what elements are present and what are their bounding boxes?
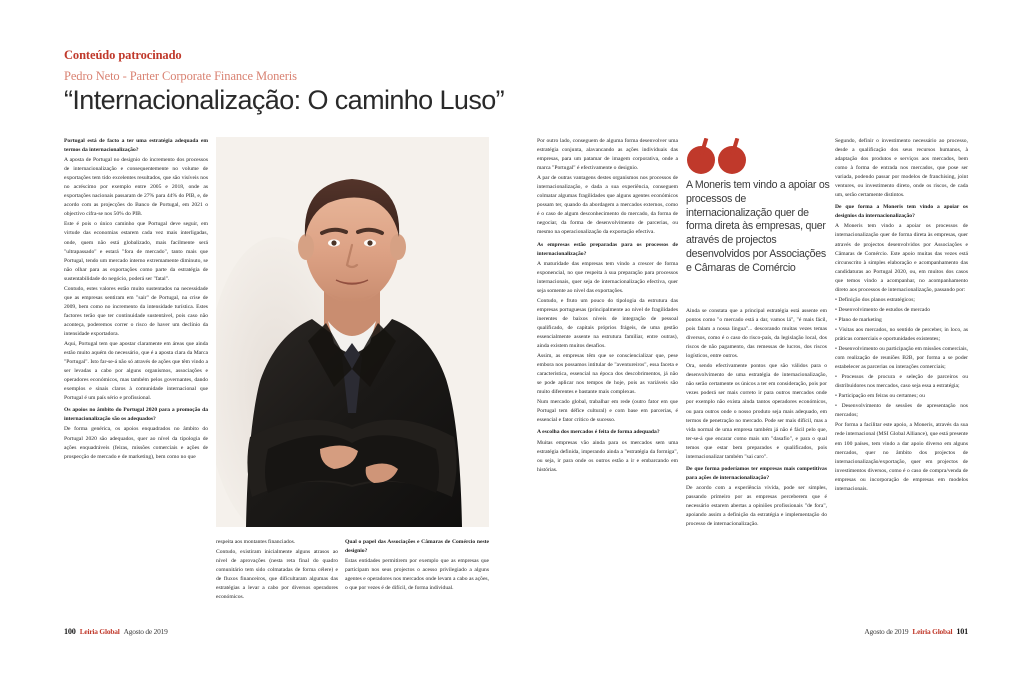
service-bullet: • Desenvolvimento de estudos de mercado bbox=[835, 306, 931, 313]
page-number-left: 100 bbox=[64, 627, 76, 636]
body-paragraph: De forma genérica, os apoios enquadrados no âmbito do Portugal 2020 são adequados, quer ao nível da tipologia de ações enquadráveis (feiras, missões comerciais e ações de prospecção de mercado e de marketing), bem como no que bbox=[64, 426, 208, 460]
interview-question: Os apoios no âmbito do Portugal 2020 para a promoção da internacionalização são os adequados? bbox=[64, 407, 208, 423]
service-bullet: • Definição dos planos estratégicos; bbox=[835, 296, 915, 303]
service-bullet: • Processos de procura e seleção de parceiros ou distribuidores nos mercados, caso seja essa a estratégia; bbox=[835, 374, 968, 390]
interview-question: A escolha dos mercados é feita de forma adequada? bbox=[537, 429, 660, 436]
body-paragraph: A aposta de Portugal no designio do incremento dos processos de internacionalização e consequentemente no volume de exportações tem tido excelentes resultados, que são visíveis nos no acréscimo por exemplo entre 2005 e 2018, onde as exportações nacionais passaram de 27% para 44% do PIB, e, de acordo com as projecções do Banco de Portugal, em 2021 o objectivo cifra-se nos 50% do PIB. bbox=[64, 157, 208, 218]
body-paragraph: Muitas empresas vão ainda para os mercados sem uma estratégia definida, imperando ainda a "estratégia da formiga", ou seja, ir para onde os outros estão a ir e embarcando em histórias. bbox=[537, 439, 678, 473]
interview-question: As empresas estão preparadas para os processos de internacionalização? bbox=[537, 241, 678, 257]
body-paragraph: Por forma a facilitar este apoio, a Moneris, através da sua rede internacional (MSI Global Alliance), que está presente em 100 países, tem vindo a dar apoio diverso em alguns mercados, quer no âmbito dos projectos de internacionalização/exportação, quer em projectos de investimentos diversos, como é o caso de compra/venda de empresas ou incorporação de empresas em modelos internacionais. bbox=[835, 422, 968, 492]
text-column-4 bbox=[686, 307, 827, 530]
quote-marks-icon bbox=[686, 138, 748, 174]
pedro-neto-portrait bbox=[216, 137, 489, 527]
service-bullet: • Participação em feiras ou certames; ou bbox=[835, 393, 925, 400]
body-paragraph: Contudo, existiram inicialmente alguns atrasos ao nível de aprovações (nesta reta final do quadro comunitário tem sido colmatadas de forma célere) e de fluxos financeiros, que dificultaram algumas das estratégias a levar a cabo por diversos operadores económicos. bbox=[216, 549, 338, 601]
body-paragraph: Num mercado global, trabalhar em rede (outro fator em que Portugal tem défice cultural) e com base em parcerias, é essencial e fator crítico de sucesso. bbox=[537, 399, 678, 424]
body-paragraph: Este é pois o único caminho que Portugal deve seguir, em virtude das economias estarem cada vez mais interligadas, onde, quem não está globalizado, mais facilmente será "ultrapassado" e estará "fora de mercado", tanto mais que Portugal, tendo um mercado interno extremamente diminuto, se não olhar para as exportações como parte da estratégia de sustentabilidade do negócio, poderá ser "fatal". bbox=[64, 221, 208, 282]
body-paragraph: Estas entidades permitirem por exemplo que as empresas que participam nos seus projectos o acesso privilegiado a alguns agentes e operadores nos mercados onde levam a cabo as ações, o que por vezes é de difícil, de forma individual. bbox=[345, 558, 489, 592]
service-bullet: • Desenvolvimento ou participação em missões comerciais, com realização de reuniões B2B, por forma a se poder estabelecer as parcerias ou interações comerciais; bbox=[835, 346, 968, 371]
interview-question: De que forma poderíamos ter empresas mais competitivas para ações de internacionalização? bbox=[686, 465, 827, 481]
body-paragraph: A par de outras vantagens destes organismos nos processos de internacionalização, e dada a sua experiência, conseguem colmatar algumas fragilidades que alguns agentes económicos possam ter, quando da abordagem a mercados externos, como é o caso de algum desconhecimento do mercado, da forma de negociar, da forma de desenvolvimento de parcerias, ou mesmo na operacionalização da exportação efectiva. bbox=[537, 175, 678, 236]
article-masthead bbox=[64, 48, 584, 115]
footer-right bbox=[0, 628, 968, 683]
article-byline: Pedro Neto - Parter Corporate Finance Moneris bbox=[64, 69, 297, 83]
text-column-3 bbox=[537, 137, 678, 476]
text-column-2a bbox=[216, 538, 338, 603]
pullquote-text: A Moneris tem vindo a apoiar os processos de internacionalização quer de forma direta às empresas, quer através de projectos desenvolvidos por Associações e Câmaras de Comércio bbox=[686, 179, 830, 274]
service-bullet: • Visitas aos mercados, no sentido de perceber, in loco, as práticas comerciais e oportunidades existentes; bbox=[835, 326, 968, 342]
body-paragraph: A Moneris tem vindo a apoiar os processos de internacionalização quer de forma direta às empresas, quer através de projectos desenvolvidos por Associações e Câmaras de Comércio. Este apoio muitas das vezes está circunscrito à simples elaboração e acompanhamento das candidaturas ao Portugal 2020, ou, em muitos dos casos que temos vindo a acompanhar, no acompanhamento direto aos processos de internacionalização, passando por: bbox=[835, 223, 968, 293]
interview-question: Qual o papel das Associações e Câmaras de Comércio neste designio? bbox=[345, 539, 489, 555]
portrait-illustration bbox=[216, 137, 489, 527]
pullquote-block bbox=[686, 138, 834, 275]
text-column-1 bbox=[64, 137, 208, 463]
service-bullet: • Desenvolvimento de sessões de apresentação nos mercados; bbox=[835, 403, 968, 419]
body-paragraph: respeita aos montantes financiados. bbox=[216, 539, 296, 545]
body-paragraph: Ainda se constata que a principal estratégia está assente em pontos como "o mercado está a dar, vamos lá", "é mais fácil, pois falam a nossa lingua"... descorando muitas vezes temas diversos, como é o caso do risco-país, da legislação local, dos riscos de não pagamento, das remessas de lucros, dos riscos logísticos, entre outros. bbox=[686, 308, 827, 360]
body-paragraph: Aqui, Portugal tem que apostar claramente em áreas que ainda estão muito aquém do necessário, que é a aposta clara da Marca "Portugal". Isto far-se-á não só através de ações que têm vindo a ser levadas a cabo por alguns organismos, associações e operadores económicos, mas também pelos governantes, dando exemplos e sinais claros à comunidade internacional que Portugal é um país sério e profissional. bbox=[64, 341, 208, 402]
body-paragraph: Por outro lado, conseguem de alguma forma desenvolver uma estratégia conjunta, alavancando as ações individuais das empresas, para um patamar de imagem corporativa, onde a marca "Portugal" é efectivamente o designio. bbox=[537, 138, 678, 172]
body-paragraph: A maturidade das empresas tem vindo a crescer de forma exponencial, no que respeita à sua preparação para processos internacionais, quer seja de internacionalização efectiva, quer seja somente ao nível das exportações. bbox=[537, 260, 678, 294]
body-paragraph: Assim, as empresas têm que se consciencializar que, pese embora nos possamos intitular de "aventureiros", essa faceta e caracteristica, essencial na época dos descobrimentos, já não se pode aplicar nos tempos de hoje, pois as variáveis são muito diferentes e bastante mais complexas. bbox=[537, 353, 678, 396]
issue-date-left: Agosto de 2019 bbox=[123, 627, 168, 636]
page-title: “Internacionalização: O caminho Luso” bbox=[64, 85, 505, 115]
magazine-name-left: Leiria Global bbox=[79, 627, 120, 636]
magazine-name-right: Leiria Global bbox=[912, 627, 953, 636]
page-number-right: 101 bbox=[956, 627, 968, 636]
body-paragraph: De acordo com a experiência vivida, pode ser simples, passando primeiro por as empresas perceberem que é necessário estarem abertas a opiniões profissionais "de fora", apoiando assim a definição da estratégia e implementação do processo de internacionalização. bbox=[686, 484, 827, 528]
sponsored-label: Conteúdo patrocinado bbox=[64, 48, 182, 62]
interview-question: De que forma a Moneris tem vindo a apoiar os designios da internacionalização? bbox=[835, 204, 968, 220]
body-paragraph: Contudo, estes valores estão muito sustentados na necessidade que as empresas sentiram em "sair" de Portugal, na crise de 2009, bem como no incremento da intensidade turística. Estes factores terão que ter continuidade sustentável, pois caso não aconteça, poderemos correr o risco de haver um declínio da intensidade exportadora. bbox=[64, 285, 208, 337]
text-column-5 bbox=[835, 137, 968, 495]
service-bullet: • Plano de marketing bbox=[835, 316, 882, 323]
body-paragraph: Segundo, definir o investimento necessário ao processo, desde a qualificação dos seus recursos humanos, à adaptação dos produtos e serviços aos mercados, bem como à forma de entrada nos mercados, que pose ser variada, podendo passar por modelos de franchising, joint ventures, ou investimento direto, onde os riscos, de cada um, serão certamente distintos. bbox=[835, 138, 968, 199]
body-paragraph: Contudo, e fruto um pouco do tipologia da estrutura das empresas portuguesas (principalmente ao nível de fragilidades inerentes de baixos níveis de integração de pessoal qualificado, de capitais próprios frágeis, de uma gestão essencialmente assente na estrutura familiar, entre outras), ainda existem muitos desafios. bbox=[537, 297, 678, 350]
interview-question: Portugal está de facto a ter uma estratégia adequada em termos da internacionalização? bbox=[64, 138, 208, 154]
issue-date-right: Agosto de 2019 bbox=[864, 627, 909, 636]
text-column-2b bbox=[345, 538, 489, 594]
body-paragraph: Ora, sendo efectivamente pontos que são válidos para o desenvolvimento de uma estratégia de internacionalização, não serão certamente os únicos a ter em consideração, pois por vezes poderá ser mais correto ir para outros mercados onde por exemplo não exista ainda tantos operadores económicos, ou para outros onde o nosso produto seja mais adequado, em termos de penetração no mercado. Pode ser mais difícil, mas a vida normal de uma empresa também já não é fácil pelo que, ter-se-á que encarar como mais um "dasafio", e para o qual temos que estar bem preparados e qualificados, pois internacionalizar também "sai caro". bbox=[686, 363, 827, 460]
